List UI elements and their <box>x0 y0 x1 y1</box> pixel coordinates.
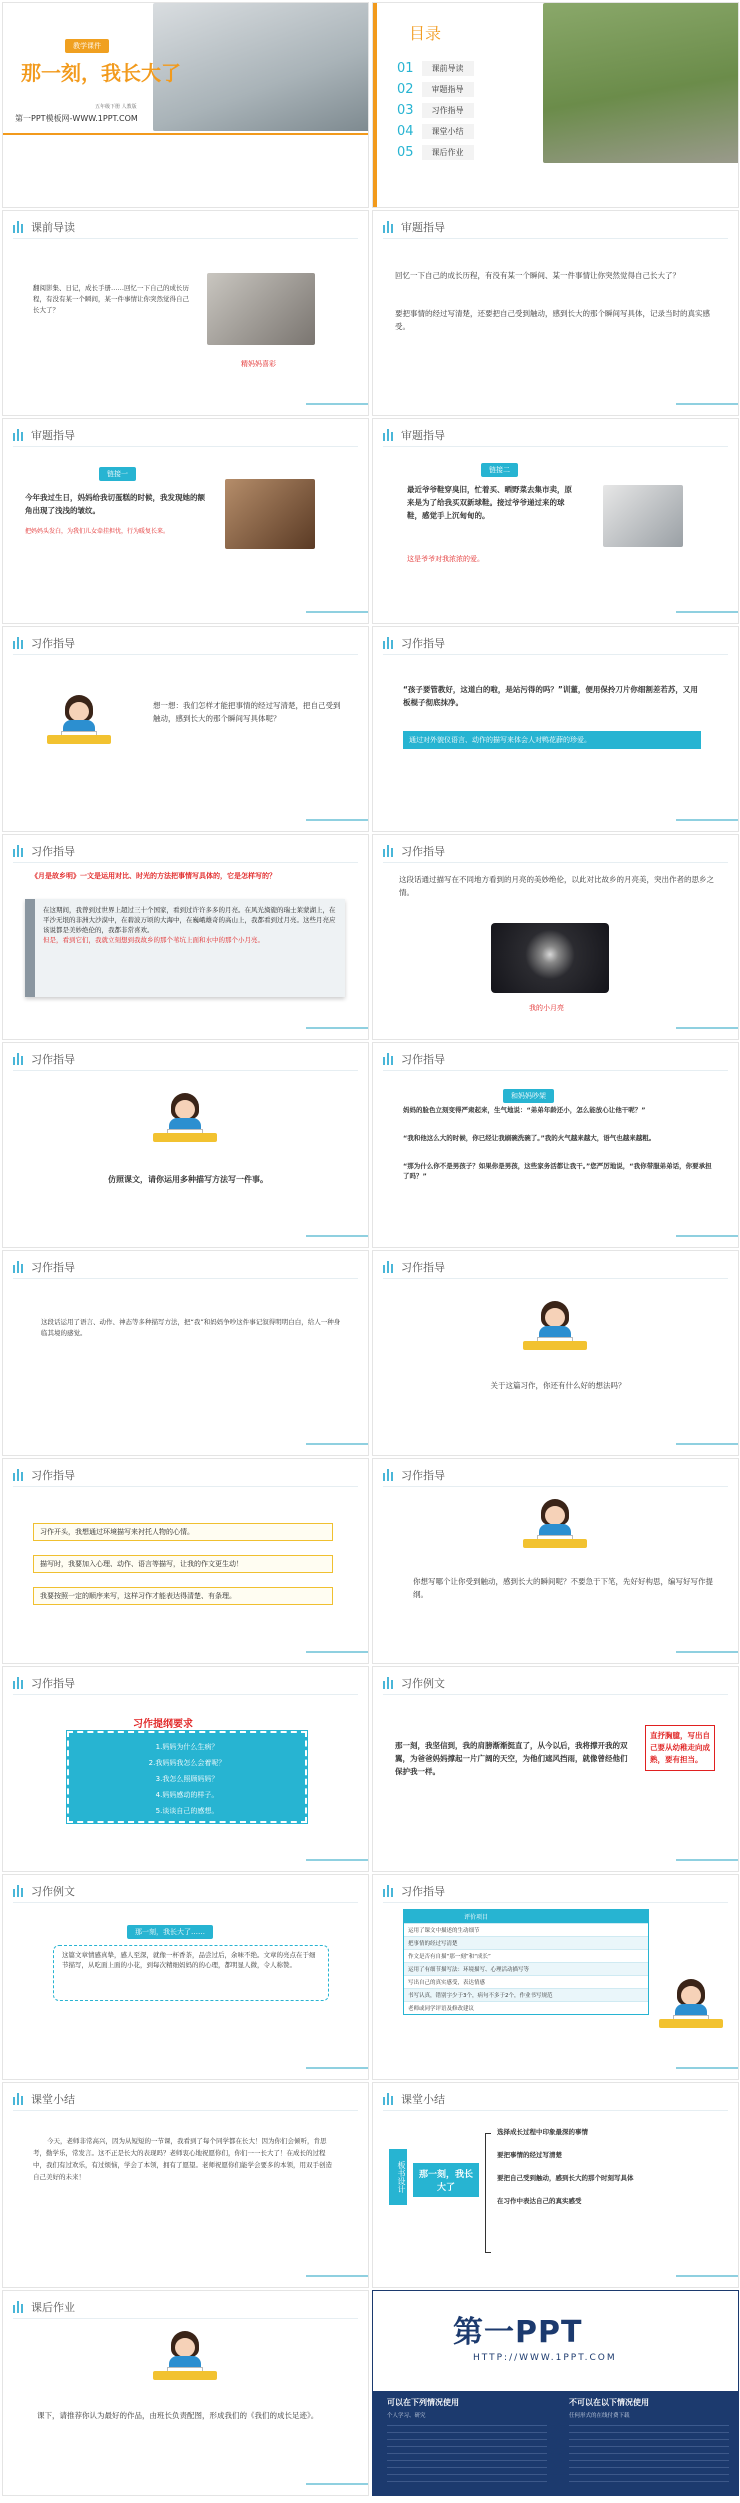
flag-icon <box>13 429 24 441</box>
header-rule <box>13 446 358 447</box>
footer-rule <box>306 611 368 613</box>
flag-icon <box>383 429 394 441</box>
footer-rule <box>676 819 738 821</box>
slide-header <box>13 635 75 651</box>
flag-icon <box>13 1677 24 1689</box>
cover-badge: 教学课件 <box>65 39 109 53</box>
forbidden-sub: 任何形式的在线付费下载 <box>569 2413 630 2419</box>
outline-item: 4.妈妈感动的样子。 <box>155 1791 219 1799</box>
header-rule <box>13 1070 358 1071</box>
header-rule <box>13 2318 358 2319</box>
slide-moon-analysis[interactable] <box>372 834 739 1040</box>
slide-text: 这段话通过描写在不同地方看到的月亮的美妙绝伦，以此对比故乡的月亮美，突出作者的思乡之情。 <box>399 875 714 897</box>
toc-item-label: 课堂小结 <box>422 124 474 139</box>
header-rule <box>383 446 728 447</box>
slide-topic-guide[interactable] <box>372 210 739 416</box>
flag-icon <box>383 1677 394 1689</box>
board-list <box>497 2127 727 2205</box>
footer-rule <box>306 403 368 405</box>
slide-header-title: 习作指导 <box>401 1053 445 1066</box>
slide-header-title: 习作指导 <box>31 1677 75 1690</box>
slide-summary-text[interactable] <box>2 2082 369 2288</box>
toc-item[interactable] <box>397 124 474 139</box>
slide-header-title: 课后作业 <box>31 2301 75 2314</box>
footer-rule <box>306 2483 368 2485</box>
cover-divider <box>3 133 368 135</box>
footer-rule <box>306 1859 368 1861</box>
outline-item: 5.谈谈自己的感想。 <box>155 1807 219 1815</box>
slide-header <box>383 2091 445 2107</box>
slide-example-review[interactable] <box>2 1874 369 2080</box>
plan-box: 习作开头，我想通过环境描写来衬托人物的心情。 <box>33 1523 333 1541</box>
eval-row: 作文是否有自描“那一刻”和“成长” <box>404 1949 648 1962</box>
slide-header <box>13 1883 75 1899</box>
toc-item[interactable] <box>397 145 474 160</box>
link-badge: 链接一 <box>99 467 136 481</box>
slide-credits[interactable] <box>372 2290 739 2496</box>
slide-red-text: 把妈妈头发白，为我们儿女牵挂担忧，行为暖复长来。 <box>25 528 170 535</box>
toc-item-num: 04 <box>397 124 414 139</box>
outline-box <box>67 1731 307 1823</box>
slide-text: “我和他这么大的时候，你已经让我刷碗洗碗了。”我的火气越来越大，语气也越来越粗。 <box>403 1134 656 1142</box>
toc-item[interactable] <box>397 82 474 97</box>
mother-child-photo <box>207 273 315 345</box>
eval-row: 老师或同学评语及修改建议 <box>404 2001 648 2014</box>
excerpt-text: 在这期间，我曾到过世界上超过三十个国家，看到过许许多多的月亮。在风光旖旎的瑞士莱蒙湖上，在平沙无垠的非洲大沙漠中，在碧波万顷的大海中，在巍峨雄奇的高山上，我都看到过月亮。这些月亮应该说都是美妙绝伦的，我都非常喜欢。 <box>43 906 336 934</box>
slide-ideas[interactable] <box>372 1250 739 1456</box>
slide-header <box>13 427 75 443</box>
slide-header <box>383 427 445 443</box>
header-rule <box>383 1486 728 1487</box>
slide-reading[interactable] <box>2 210 369 416</box>
flag-icon <box>13 845 24 857</box>
flag-icon <box>13 1053 24 1065</box>
side-comment: 直抒胸臆，写出自己要从幼稚走向成熟，要有担当。 <box>645 1725 715 1771</box>
slide-link-one[interactable] <box>2 418 369 624</box>
slide-red-text: 这是爷爷对我浓浓的爱。 <box>407 555 484 563</box>
eval-row: 运用了有细节描写法：环境描写、心理活动描写等 <box>404 1962 648 1975</box>
allowed-title: 可以在下列情况使用 <box>387 2398 459 2407</box>
slide-header-title: 习作指导 <box>401 1261 445 1274</box>
slide-text: 课下，请推荐你认为最好的作品，由班长负责配图，形成我们的《我们的成长足迹》。 <box>37 2411 319 2420</box>
header-rule <box>13 1278 358 1279</box>
toc-list <box>397 61 474 160</box>
slide-outline-prompt[interactable] <box>372 1458 739 1664</box>
toc-title: 目录 <box>409 24 442 43</box>
slide-argument-analysis[interactable] <box>2 1250 369 1456</box>
footer-rule <box>676 2275 738 2277</box>
cover-slide[interactable] <box>2 2 369 208</box>
moon-photo <box>491 923 609 993</box>
header-rule <box>383 1278 728 1279</box>
slide-header-title: 课前导读 <box>31 221 75 234</box>
board-side-label: 板书设计 <box>389 2149 407 2205</box>
flag-icon <box>13 1469 24 1481</box>
toc-item-label: 习作指导 <box>422 103 474 118</box>
slide-text: 最近爷爷鞋穿臭旧，忙着买、晒野菜去集市卖，原来是为了给我买双新球鞋。接过爷爷递过来的球鞋，感觉手上沉甸甸的。 <box>407 485 572 520</box>
flag-icon <box>13 221 24 233</box>
flag-icon <box>13 637 24 649</box>
slide-header <box>383 1675 445 1691</box>
eval-row: 书写认真，错别字少于3个，病句不多于2个，作业书写规范 <box>404 1988 648 2001</box>
board-brace <box>485 2133 491 2253</box>
header-rule <box>13 862 358 863</box>
header-rule <box>13 1694 358 1695</box>
slide-text: 翻阅影集、日记，成长手册……回忆一下自己的成长历程，有没有某一个瞬间，某一件事情让你突然觉得自己长大了？ <box>33 284 189 314</box>
footer-rule <box>676 1859 738 1861</box>
sneakers-photo <box>603 485 683 547</box>
cover-title: 那一刻，我长大了 <box>21 61 181 85</box>
slide-evaluation[interactable] <box>372 1874 739 2080</box>
footer-rule <box>306 1027 368 1029</box>
slide-header-title: 课堂小结 <box>31 2093 75 2106</box>
footer-rule <box>306 2067 368 2069</box>
photo-caption: 精妈妈喜彩 <box>241 360 276 368</box>
flag-icon <box>383 1885 394 1897</box>
boy-walking-photo <box>543 3 739 163</box>
slide-board-design[interactable] <box>372 2082 739 2288</box>
slide-header <box>383 1259 445 1275</box>
header-rule <box>383 1070 728 1071</box>
student-reading-icon <box>153 1093 217 1147</box>
photo-caption: 我的小月亮 <box>529 1004 564 1012</box>
flag-icon <box>383 1469 394 1481</box>
board-item: 在习作中表达自己的真实感受 <box>497 2197 582 2205</box>
allowed-sub: 个人学习、研究 <box>387 2413 426 2419</box>
highlight-bar: 通过对外貌仪语言、动作的描写来体会人对鸭花薜的珍爱。 <box>403 731 701 749</box>
student-reading-icon <box>153 2331 217 2385</box>
story-badge: 和妈妈吵架 <box>503 1089 554 1103</box>
slide-header-title: 习作例文 <box>31 1885 75 1898</box>
header-rule <box>383 1902 728 1903</box>
eval-table <box>403 1909 649 2015</box>
flag-icon <box>383 637 394 649</box>
toc-item[interactable] <box>397 103 474 118</box>
slide-header-title: 习作指导 <box>31 1261 75 1274</box>
flag-icon <box>13 2301 24 2313</box>
birthday-candles-photo <box>225 479 315 549</box>
brand-url[interactable]: HTTP://WWW.1PPT.COM <box>473 2353 617 2363</box>
header-rule <box>383 654 728 655</box>
slide-header <box>383 1051 445 1067</box>
father-son-photo <box>153 3 369 131</box>
slide-header-title: 习作指导 <box>401 1885 445 1898</box>
eval-row: 把事情的经过写清楚 <box>404 1936 648 1949</box>
slide-header-title: 习作指导 <box>31 845 75 858</box>
eval-row: 写出自己的真实感受，表达情感 <box>404 1975 648 1988</box>
outline-title: 习作提纲要求 <box>133 1719 193 1730</box>
slide-header <box>383 219 445 235</box>
flag-icon <box>383 2093 394 2105</box>
slide-header <box>383 1883 445 1899</box>
student-reading-icon <box>523 1301 587 1355</box>
footer-rule <box>306 2275 368 2277</box>
footer-rule <box>676 2067 738 2069</box>
intro-question: 《月是故乡明》一文是运用对比、时光的方法把事情写具体的，它是怎样写的？ <box>31 872 276 880</box>
header-rule <box>383 1694 728 1695</box>
flag-icon <box>13 1885 24 1897</box>
forbidden-link-list <box>569 2425 729 2487</box>
brand-logo: 第一PPT <box>453 2315 583 2350</box>
flag-icon <box>383 221 394 233</box>
slide-header-title: 审题指导 <box>401 221 445 234</box>
scroll-paper <box>25 899 345 997</box>
slide-header-title: 课堂小结 <box>401 2093 445 2106</box>
slide-header-title: 审题指导 <box>31 429 75 442</box>
outline-item: 2.我妈妈我怎么会着呢？ <box>148 1759 226 1767</box>
board-item: 要把自己受到触动，感到长大的那个时刻写具体 <box>497 2174 634 2182</box>
slide-text: 要把事情的经过写清楚，还要把自己受到触动，感到长大的那个瞬间写具体，记录当时的真实感受。 <box>395 309 710 331</box>
slide-text: 妈妈的脸色立刻变得严肃起来，生气地说：“弟弟年龄还小，怎么能放心让他干呢？” <box>403 1106 646 1114</box>
toc-slide[interactable] <box>372 2 739 208</box>
slide-text: 关于这篇习作，你还有什么好的想法吗？ <box>490 1381 626 1390</box>
flag-icon <box>13 1261 24 1273</box>
eval-table-header: 评价项目 <box>404 1910 648 1923</box>
toc-item-num: 05 <box>397 145 414 160</box>
toc-item-label: 课后作业 <box>422 145 474 160</box>
header-rule <box>13 1902 358 1903</box>
footer-rule <box>306 1443 368 1445</box>
board-item: 选择成长过程中印象最深的事情 <box>497 2128 588 2136</box>
slide-plans[interactable] <box>2 1458 369 1664</box>
slide-header <box>13 1051 75 1067</box>
footer-rule <box>306 819 368 821</box>
slide-header <box>13 2299 75 2315</box>
eval-row: 运用了课文中描述的生动细节 <box>404 1923 648 1936</box>
slide-text: 仿照课文，请你运用多种描写方法写一件事。 <box>108 1175 268 1184</box>
slide-header <box>383 1467 445 1483</box>
slide-text: “那为什么你不是男孩子？如果你是男孩，这些家务活都让我干。”您严厉地说，“我你带服弟弟话，你要承担了吗？” <box>403 1162 712 1180</box>
slide-text: 想一想：我们怎样才能把事情的经过写清楚，把自己受到触动，感到长大的那个瞬间写具体呢？ <box>153 701 341 723</box>
header-rule <box>383 862 728 863</box>
header-rule <box>13 1486 358 1487</box>
slide-header-title: 习作指导 <box>401 845 445 858</box>
example-badge: 那一刻，我长大了…… <box>127 1925 213 1939</box>
slide-text: 这段话运用了语言、动作、神态等多种描写方法，把“我”和妈妈争吵这件事记叙得明明白白，给人一种身临其境的感觉。 <box>41 1318 341 1337</box>
board-title: 那一刻，我长大了 <box>413 2163 479 2197</box>
slide-argument[interactable] <box>372 1042 739 1248</box>
slide-writing-think[interactable] <box>2 626 369 832</box>
slide-header <box>383 843 445 859</box>
slide-imitate[interactable] <box>2 1042 369 1248</box>
slide-header <box>383 635 445 651</box>
slide-header <box>13 1259 75 1275</box>
footer-rule <box>676 1651 738 1653</box>
quote-text: “孩子要管教好，这道白的啦，是站污得的吗？”训董，便用保拎刀片你细割差若苏，又用板棍子彻底抹净。 <box>403 685 698 707</box>
toc-item[interactable] <box>397 61 474 76</box>
toc-item-num: 02 <box>397 82 414 97</box>
footer-rule <box>306 1235 368 1237</box>
slide-homework[interactable] <box>2 2290 369 2496</box>
slide-header-title: 习作指导 <box>401 637 445 650</box>
slide-header-title: 习作指导 <box>401 1469 445 1482</box>
slide-text: 回忆一下自己的成长历程，有没有某一个瞬间、某一件事情让你突然觉得自己长大了？ <box>395 271 680 280</box>
slide-header <box>13 843 75 859</box>
flag-icon <box>383 1053 394 1065</box>
student-reading-icon <box>47 695 111 749</box>
slide-link-two[interactable] <box>372 418 739 624</box>
slide-header-title: 习作指导 <box>31 1053 75 1066</box>
header-rule <box>383 2110 728 2111</box>
outline-item: 3.我怎么照顾妈妈？ <box>155 1775 219 1783</box>
footer-rule <box>306 1651 368 1653</box>
board-item: 要把事情的经过写清楚 <box>497 2151 562 2159</box>
allowed-link-list <box>387 2425 547 2487</box>
student-reading-icon <box>523 1499 587 1553</box>
slide-example[interactable] <box>372 1666 739 1872</box>
slide-header-title: 审题指导 <box>401 429 445 442</box>
slide-header-title: 习作指导 <box>31 637 75 650</box>
footer-rule <box>676 1235 738 1237</box>
toc-accent-bar <box>373 3 377 208</box>
header-rule <box>383 238 728 239</box>
slide-moon-text[interactable] <box>2 834 369 1040</box>
student-reading-icon <box>659 1979 723 2033</box>
flag-icon <box>383 845 394 857</box>
slide-text: 你想写哪个让你受到触动，感到长大的瞬间呢？不要急于下笔，先好好构思，编写好写作提纲。 <box>413 1577 713 1599</box>
slide-writing-quote[interactable] <box>372 626 739 832</box>
slide-header <box>13 1675 75 1691</box>
toc-item-label: 审题指导 <box>422 82 474 97</box>
footer-rule <box>676 1027 738 1029</box>
header-rule <box>13 238 358 239</box>
link-badge: 链接二 <box>481 463 518 477</box>
flag-icon <box>13 2093 24 2105</box>
plan-box: 描写时，我要加入心理、动作、语言等描写，让我的作文更生动！ <box>33 1555 333 1573</box>
forbidden-title: 不可以在以下情况使用 <box>569 2398 649 2407</box>
header-rule <box>13 654 358 655</box>
slide-header <box>13 1467 75 1483</box>
excerpt-red: 但是，看到它们，我就立刻想到我故乡的那个苇坑上面和水中的那个小月亮。 <box>43 936 264 944</box>
slide-header <box>13 219 75 235</box>
toc-item-num: 01 <box>397 61 414 76</box>
slide-text: 今年我过生日，妈妈给我切蛋糕的时候，我发现她的额角出现了浅浅的皱纹。 <box>25 493 205 515</box>
review-text: 这篇文章情感真挚，感人至深，就像一杯香茶，品尝过后，余味不绝。文章的亮点在于细节描写，从吃面上面的小花，到每次精细妈妈的的心理，都明显人微，令人称赞。 <box>53 1945 329 2001</box>
slide-header <box>13 2091 75 2107</box>
slide-header-title: 习作指导 <box>31 1469 75 1482</box>
flag-icon <box>383 1261 394 1273</box>
toc-item-label: 课前导读 <box>422 61 474 76</box>
footer-rule <box>676 403 738 405</box>
slide-text: 今天，老师非常高兴，因为从短短的一节课，我看到了每个同学都在长大！因为你们会倾听，肯思考，勤学乐，常发言。这不正是长大的表现吗？老师衷心地祝愿你们，你们一一长大了！在成长的过程中，我们有过欢乐，有过烦恼，学会了本领，拥有了愿望。老师祝愿你们能学会要多的本领，用双手创造自己美好的未来！ <box>33 2137 332 2181</box>
cover-subtitle: 五年级下册 人教版 <box>95 104 137 110</box>
footer-rule <box>676 1443 738 1445</box>
slide-outline-req[interactable] <box>2 1666 369 1872</box>
footer-rule <box>676 611 738 613</box>
cover-footer: 第一PPT模板网-WWW.1PPT.COM <box>15 114 138 123</box>
slide-text: 那一刻，我坚信到，我的肩膀渐渐挺直了，从今以后，我将撑开我的双翼，为爸爸妈妈撑起一片广阔的天空，为他们遮风挡雨，就像曾经他们保护我一样。 <box>395 1741 628 1776</box>
toc-item-num: 03 <box>397 103 414 118</box>
plan-box: 我要按照一定的顺序来写，这样习作才能表达得清楚、有条理。 <box>33 1587 333 1605</box>
header-rule <box>13 2110 358 2111</box>
slide-header-title: 习作例文 <box>401 1677 445 1690</box>
outline-item: 1.妈妈为什么生病？ <box>155 1743 219 1751</box>
